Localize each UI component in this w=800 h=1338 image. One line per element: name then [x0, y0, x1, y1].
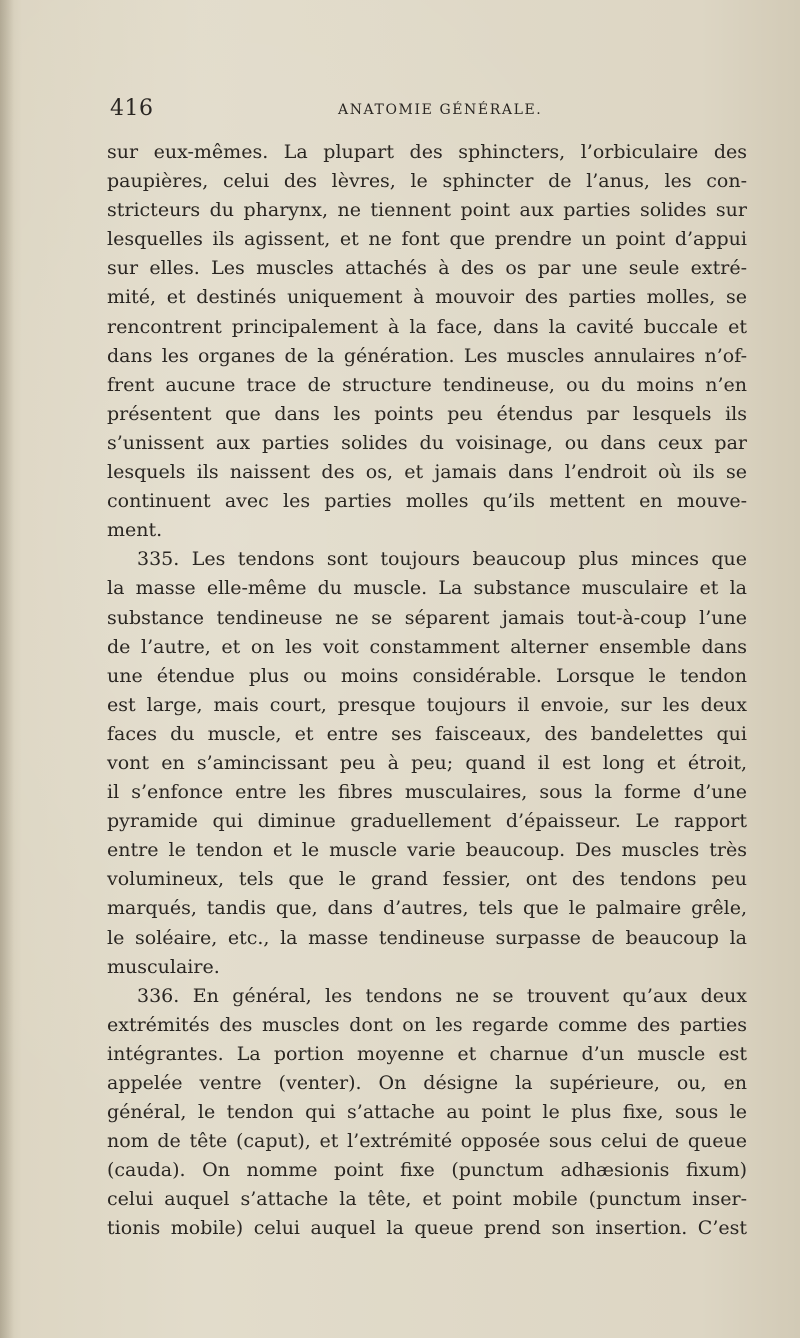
text-line: il s’enfonce entre les fibres musculaires, sous la forme d’une — [107, 781, 747, 804]
text-line: tionis mobile) celui auquel la queue prend son insertion. C’est — [107, 1217, 747, 1240]
text-line: paupières, celui des lèvres, le sphincter de l’anus, les con- — [107, 170, 747, 193]
paragraph-336-start: 336. En général, les tendons ne se trouvent qu’aux deux — [137, 984, 747, 1007]
text-line: sur eux-mêmes. La plupart des sphincters, l’orbiculaire des — [107, 141, 747, 163]
text-line: présentent que dans les points peu étendus par lesquels ils — [107, 402, 747, 425]
running-title: ANATOMIE GÉNÉRALE. — [338, 102, 543, 118]
text-line: une étendue plus ou moins considérable. Lorsque le tendon — [107, 664, 747, 687]
text-line: stricteurs du pharynx, ne tiennent point aux parties solides sur — [107, 199, 747, 222]
text-line: entre le tendon et le muscle varie beaucoup. Des muscles très — [107, 839, 747, 862]
text-line: volumineux, tels que le grand fessier, ont des tendons peu — [107, 868, 747, 891]
text-line: lesquelles ils agissent, et ne font que prendre un point d’appui — [107, 228, 747, 251]
text-line: est large, mais court, presque toujours il envoie, sur les deux — [107, 693, 747, 716]
text-line: marqués, tandis que, dans d’autres, tels que le palmaire grêle, — [107, 897, 747, 920]
text-line: vont en s’amincissant peu à peu; quand il est long et étroit, — [107, 751, 747, 774]
text-line: dans les organes de la génération. Les muscles annulaires n’of- — [107, 344, 747, 367]
text-line: la masse elle-même du muscle. La substance musculaire et la — [107, 577, 747, 600]
body-text — [107, 138, 747, 1244]
text-line: extrémités des muscles dont on les regarde comme des parties — [107, 1013, 747, 1036]
text-line: substance tendineuse ne se séparent jamais tout-à-coup l’une — [107, 606, 747, 629]
text-line: faces du muscle, et entre ses faisceaux, des bandelettes qui — [107, 722, 747, 745]
text-line: sur elles. Les muscles attachés à des os par une seule extré- — [107, 257, 747, 280]
page-gutter-shadow — [0, 0, 14, 1338]
text-line: général, le tendon qui s’attache au point le plus fixe, sous le — [107, 1101, 747, 1124]
running-header — [110, 96, 750, 126]
text-line: rencontrent principalement à la face, dans la cavité buccale et — [107, 315, 747, 338]
page-number: 416 — [110, 96, 154, 121]
text-line: de l’autre, et on les voit constamment alterner ensemble dans — [107, 635, 747, 658]
text-line: intégrantes. La portion moyenne et charnue d’un muscle est — [107, 1042, 747, 1065]
paragraph-335-start: 335. Les tendons sont toujours beaucoup plus minces que — [137, 548, 747, 571]
text-line: appelée ventre (venter). On désigne la supérieure, ou, en — [107, 1072, 747, 1094]
text-line: continuent avec les parties molles qu’ils mettent en mouve- — [107, 490, 747, 513]
text-line: s’unissent aux parties solides du voisinage, ou dans ceux par — [107, 431, 747, 454]
text-line: (cauda). On nomme point fixe (punctum adhæsionis fixum) — [107, 1159, 747, 1182]
text-line: lesquels ils naissent des os, et jamais dans l’endroit où ils se — [107, 461, 747, 484]
text-line: ment. — [107, 519, 163, 542]
text-line: frent aucune trace de structure tendineuse, ou du moins n’en — [107, 373, 747, 396]
text-line: mité, et destinés uniquement à mouvoir des parties molles, se — [107, 286, 747, 309]
text-line: musculaire. — [107, 955, 220, 978]
text-line: nom de tête (caput), et l’extrémité opposée sous celui de queue — [107, 1130, 747, 1153]
text-line: celui auquel s’attache la tête, et point mobile (punctum inser- — [107, 1188, 747, 1211]
text-line: pyramide qui diminue graduellement d’épaisseur. Le rapport — [107, 810, 747, 833]
text-line: le soléaire, etc., la masse tendineuse surpasse de beaucoup la — [107, 926, 747, 949]
